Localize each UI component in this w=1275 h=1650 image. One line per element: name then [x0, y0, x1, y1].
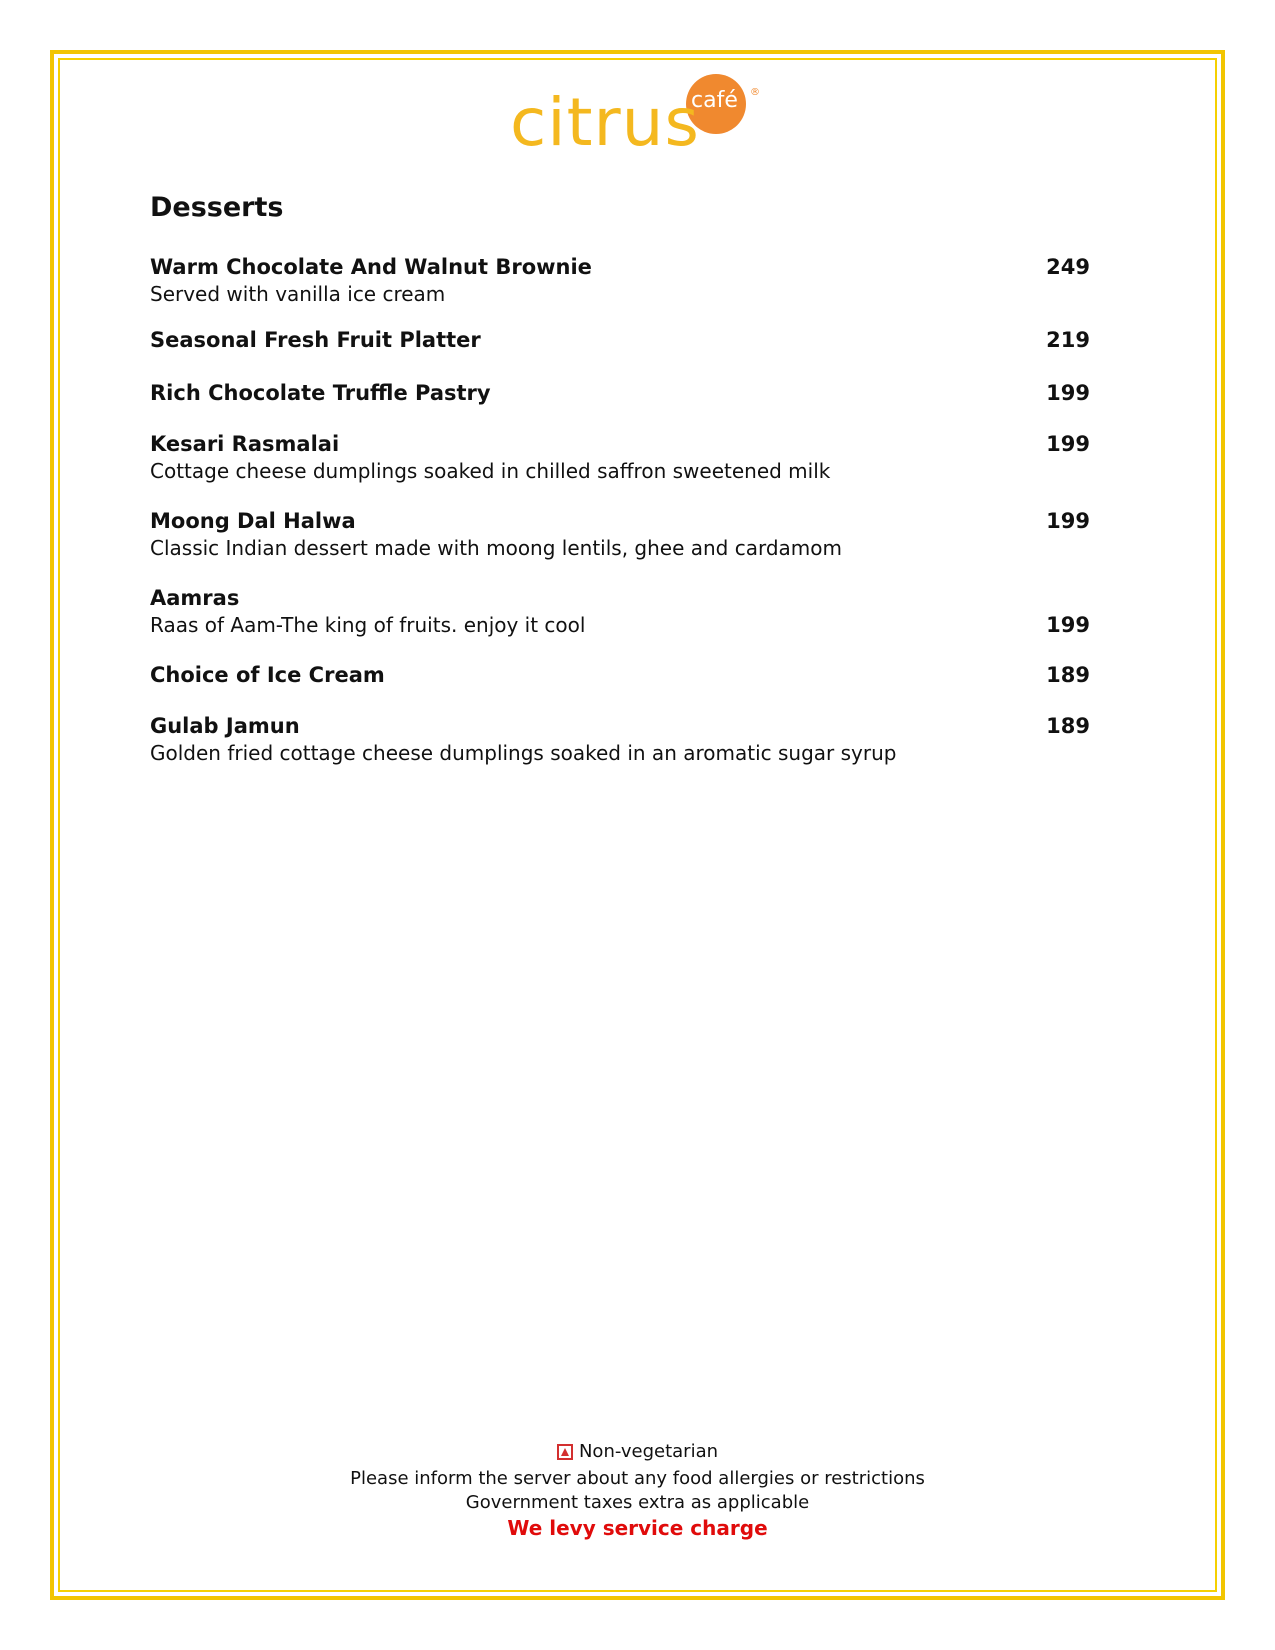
- menu-item-price: 199: [1046, 381, 1090, 405]
- menu-item-price: 249: [1046, 255, 1090, 279]
- menu-item-name: Aamras: [150, 586, 240, 610]
- tax-note: Government taxes extra as applicable: [465, 1492, 810, 1513]
- menu-item: [150, 431, 1090, 484]
- menu-item-price: 189: [1046, 663, 1090, 687]
- menu-item: [150, 254, 1090, 307]
- menu-item-price: 199: [1046, 432, 1090, 456]
- menu-item-description: Classic Indian dessert made with moong lentils, ghee and cardamom: [150, 536, 843, 560]
- dessert-menu-list: [150, 254, 1090, 766]
- menu-item-name: Moong Dal Halwa: [150, 509, 356, 533]
- menu-item-name: Gulab Jamun: [150, 714, 300, 738]
- menu-item-description: Served with vanilla ice cream: [150, 282, 446, 306]
- non-veg-legend: [557, 1440, 718, 1464]
- menu-item-name: Seasonal Fresh Fruit Platter: [150, 328, 481, 352]
- menu-item-price: 199: [1046, 613, 1090, 637]
- menu-item-name: Warm Chocolate And Walnut Brownie: [150, 255, 592, 279]
- menu-item: [150, 327, 1090, 354]
- citrus-cafe-logo: [510, 70, 770, 170]
- menu-footer: [150, 1440, 1125, 1541]
- menu-item-description: Golden fried cottage cheese dumplings soaked in an aromatic sugar syrup: [150, 741, 897, 765]
- logo-badge-text: café: [691, 88, 738, 113]
- menu-item: [150, 713, 1090, 766]
- allergy-note: Please inform the server about any food allergies or restrictions: [350, 1468, 925, 1489]
- menu-item: [150, 585, 1090, 638]
- menu-item-name: Choice of Ice Cream: [150, 663, 385, 687]
- legend-label: Non-vegetarian: [578, 1441, 719, 1462]
- menu-item: [150, 662, 1090, 689]
- menu-item: [150, 380, 1090, 407]
- menu-item-description: Cottage cheese dumplings soaked in chilled saffron sweetened milk: [150, 459, 831, 483]
- legend-row: [150, 1440, 1125, 1467]
- registered-mark: ®: [750, 87, 760, 98]
- logo-wordmark: citrus: [510, 84, 700, 161]
- menu-item-name: Rich Chocolate Truffle Pastry: [150, 381, 491, 405]
- menu-item-description: Raas of Aam-The king of fruits. enjoy it cool: [150, 613, 586, 637]
- menu-item-price: 189: [1046, 714, 1090, 738]
- menu-item-price: 219: [1046, 328, 1090, 352]
- menu-item-name: Kesari Rasmalai: [150, 432, 340, 456]
- menu-item: [150, 508, 1090, 561]
- menu-item-price: 199: [1046, 509, 1090, 533]
- service-charge-note: We levy service charge: [507, 1516, 768, 1540]
- non-veg-triangle-icon: [557, 1444, 573, 1460]
- section-title: Desserts: [150, 192, 284, 223]
